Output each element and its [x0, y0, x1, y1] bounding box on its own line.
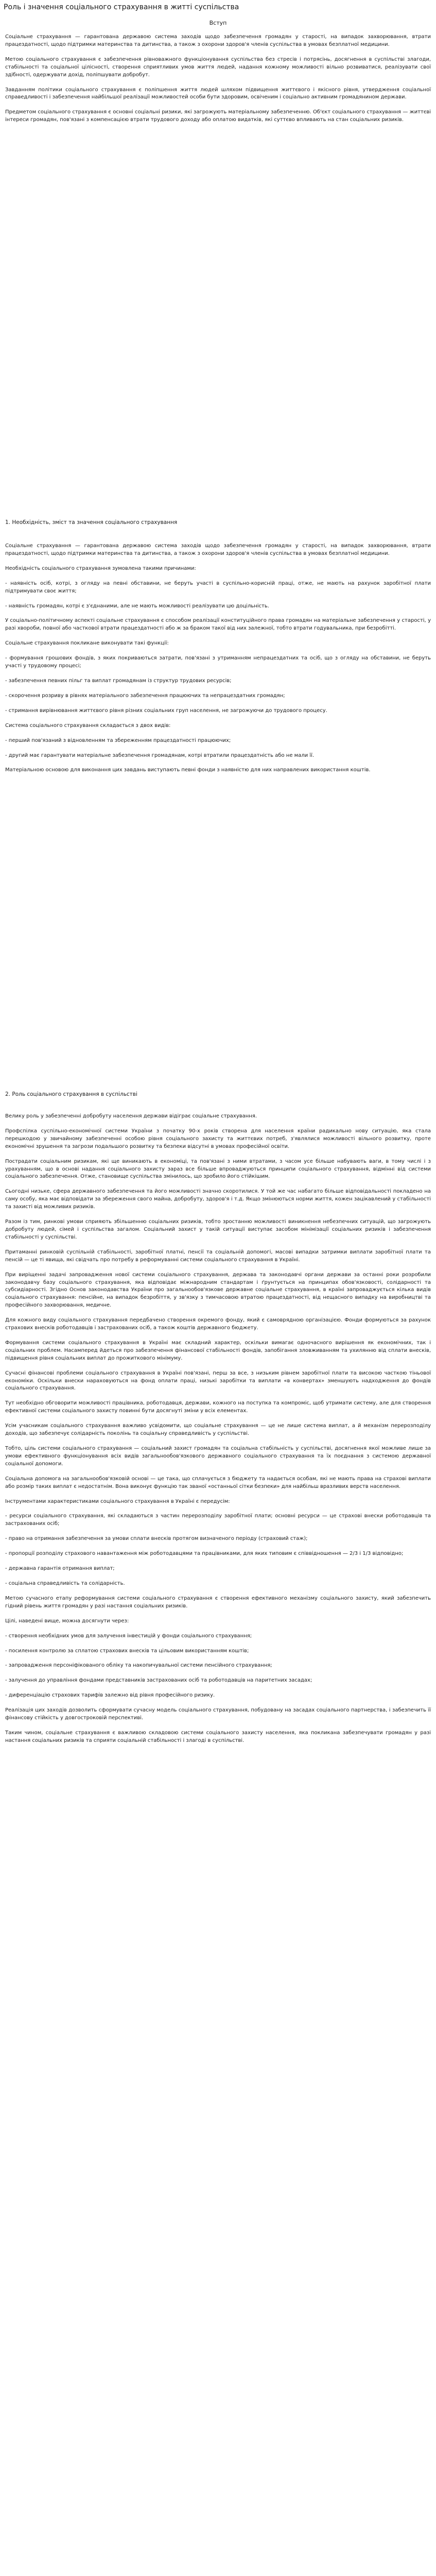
section2-paragraph: - державна гарантія отримання виплат; — [5, 1566, 115, 1572]
section2-paragraph: Соціальна допомога на загальнообов'язковій основі — це така, що сплачується з бюджету та надається особам, які не мають права на страхові виплати або розмір таких виплат є недостатнім. Вона виконує функцію так званої «останньої сітки безпеки» для найбільш вразливих верств населення. — [5, 1476, 431, 1489]
section2-paragraph: - залучення до управління фондами представників застрахованих осіб та роботодавців на паритетних засадах; — [5, 1677, 312, 1684]
section1-paragraph: - другий має гарантувати матеріальне забезпечення громадянам, котрі втратили працездатність або не мали її. — [5, 752, 315, 758]
section1-heading: 1. Необхідність, зміст та значення соціального страхування — [5, 519, 178, 526]
section2-paragraph: - ресурси соціального страхування, які складаються з частин перерозподілу заробітної плати; основні ресурси — це страхові внески роботодавців та застрахованих осіб; — [5, 1513, 431, 1527]
section2-paragraph: При виріщенні задачі запровадження нової системи соціального страхування, держава та законодавчі органи держави за останні роки розробили законодавчу базу соціального страхування, яка відповідає міжнародним стандартам і ґрунтується на принципах обов'язковості, солідарності та субсидіарності. Згідно Основ законодавства України про загальнообов'язкове державне соціальне страхування, в країні запроваджується кілька видів соціального страхування: пенсійне, на випадок безробіття, у зв'язку з тимчасовою втратою працездатності, від нещасного випадку на виробництві та професійного захворювання, медичне. — [5, 1272, 431, 1309]
section1-paragraph: - формування грошових фондів, з яких покриваються затрати, пов'язані з утриманням непрацездатних та осіб, що з огляду на обставини, не беруть участі у трудовому процесі; — [5, 655, 431, 669]
section2 — [5, 1091, 431, 1097]
intro-paragraph: Предметом соціального страхування є основні соціальні ризики, які загрожують матеріальному забезпеченню. Об'єкт соціального страхування — життєві інтереси громадян, пов'язані з компенсацією втрати трудового доходу або оплатою видатків, які суттєво впливають на стан соціальних ризиків. — [5, 109, 431, 123]
section2-paragraph: - пропорції розподілу страхового навантаження між роботодавцями та працівниками, для яких типовим є співвідношення — 2/3 і 1/3 відповідно; — [5, 1551, 404, 1557]
section2-paragraph: Усім учасникам соціального страхування важливо усвідомити, що соціальне страхування — це не лише система виплат, а й механізм перерозподілу доходів, що забезпечує солідарність поколінь та соціальну справедливість у суспільстві. — [5, 1423, 431, 1437]
section2-paragraph: Сьогодні низьке, сфера державного забезпечення та його можливості значно скоротилися. У той же час набагато більше відповідальності покладено на саму особу, яка має відповідати за збереження свого майна, добробуту, здоров'я і т.д. Якщо змінюються норми життя, кожен зацікавлений у стабільності та захисті від можливих ризиків. — [5, 1189, 431, 1210]
section2-paragraph: Велику роль у забезпеченні добробуту населення держави відіграє соціальне страхування. — [5, 1113, 257, 1119]
document-title: Роль і значення соціального страхування в житті суспільства — [4, 3, 239, 11]
section1-paragraph: - наявність громадян, котрі є з'єднаними, але не мають можливості реалізувати цю доцільність. — [5, 603, 269, 609]
intro-paragraph: Метою соціального страхування є забезпечення рівноважного функціонування суспільства без стресів і потрясінь, досягнення в суспільстві злагоди, стабільності та соціальної цілісності, створення сприятливих умов життя людей, надання кожному можливості вільно розвиватися, реалізувати свої здібності, одержувати дохід, поліпшувати добробут. — [5, 56, 431, 78]
section1-paragraph: - наявність осіб, котрі, з огляду на певні обставини, не беруть участі в суспільно-корисній праці, отже, не мають на рахунок заробітної плати підтримувати своє життя; — [5, 580, 431, 594]
section1-paragraph: - стримання вирівнювання життєвого рівня різних соціальних груп населення, не загрожуючи до трудового процесу. — [5, 707, 327, 714]
section2-paragraph: Цілі, наведені вище, можна досягнути через: — [5, 1618, 129, 1624]
section1-paragraph: У соціально-політичному аспекті соціальне страхування є способом реалізації конституційного права громадян на матеріальне забезпечення у старості, у разі хвороби, повної або часткової втрати працездатності або ж за браком такої від них залежної, тобто втрати годувальника, при безробітті. — [5, 618, 431, 632]
section2-paragraph: - створення необхідних умов для залучення інвестицій у фонди соціального страхування; — [5, 1633, 252, 1639]
section2-paragraph: Разом із тим, ринкові умови сприяють збільшенню соціальних ризиків, тобто зростанню можливості виникнення небезпечних ситуацій, що загрожують добробуту людей, сімей і суспільства загалом. Соціальний захист у такій ситуації виступає засобом мінімізації соціальних ризиків і забезпечення стабільності у суспільстві. — [5, 1219, 431, 1240]
section1-paragraph: Система соціального страхування складається з двох видів: — [5, 722, 171, 728]
section2-paragraph: Сучасні фінансові проблеми соціального страхування в Україні пов'язані, перш за все, з низьким рівнем заробітної плати та високою часткою тіньової економіки. Оскільки внески нараховуються на фонд оплати праці, низькі заробітки та виплати «в конвертах» зменшують надходження до фондів соціального страхування. — [5, 1370, 431, 1392]
section2-paragraph: Інструментами характеристиками соціального страхування в Україні є передусім: — [5, 1498, 230, 1504]
section2-paragraph: - право на отримання забезпечення за умови сплати внесків протягом визначеного періоду (страховий стаж); — [5, 1536, 308, 1542]
section1-paragraph: Соціальне страхування — гарантована державою система заходів щодо забезпечення громадян у старості, на випадок захворювання, втрати працездатності, щодо підтримки материнства та дитинства, а також з охорони здоров'я членів суспільства в умовах безплатної медицини. — [5, 543, 431, 556]
section2-paragraph: - посилення контролю за сплатою страхових внесків та цільовим використанням коштів; — [5, 1648, 249, 1654]
section2-paragraph: Пострадати соціальним ризикам, які ще виникають в економіці, та пов'язані з ними втратами, з часом усе більше набувають ваги, в тому числі і з урахуванням, що в основі надання соціального захисту зараз все більше впроваджуються принципи соціального страхування, відмінні від системи соціального забезпечення. Отже, становище суспільства змінилось, що зробило його стійкішим. — [5, 1158, 431, 1180]
section2-paragraph: Таким чином, соціальне страхування є важливою складовою системи соціального захисту населення, яка покликана забезпечувати громадян у разі настання соціальних ризиків та сприяти соціальній стабільності і злагоді в суспільстві. — [5, 1730, 431, 1743]
section2-paragraph: Формування системи соціального страхування в Україні має складний характер, оскільки вимагає одночасного вирішення як економічних, так і соціальних проблем. Насамперед йдеться про забезпечення фінансової стабільності фондів, запобігання зловживанням та ухилянню від сплати внесків, підвищення рівня соціальних виплат до прожиткового мінімуму. — [5, 1340, 431, 1361]
section2-paragraph: Для кожного виду соціального страхування передбачено створення окремого фонду, який є самоврядною організацією. Фонди формуються за рахунок страхових внесків роботодавців і застрахованих осіб, а також коштів державного бюджету. — [5, 1317, 431, 1331]
section1-paragraph: - перший пов'язаний з відновленням та збереженням працездатності працюючих; — [5, 737, 231, 743]
section2-heading: 2. Роль соціального страхування в суспільстві — [5, 1091, 137, 1097]
section2-paragraph: - запровадження персоніфікованого обліку та накопичувальної системи пенсійного страхування; — [5, 1663, 272, 1669]
section1-body — [5, 543, 431, 782]
section2-body — [5, 1113, 431, 1752]
section2-paragraph: Реалізація цих заходів дозволить сформувати сучасну модель соціального страхування, побудовану на засадах соціального партнерства, і забезпечить її фінансову стійкість у довгостроковій перспективі. — [5, 1707, 431, 1721]
section1-paragraph: - скорочення розриву в рівнях матеріального забезпечення працюючих та непрацездатних громадян; — [5, 692, 285, 699]
section2-paragraph: Притаманні ринковій суспільній стабільності, заробітної платні, пенсії та соціальній допомогі, масові випадки затримки виплати заробітної плати та пенсій — це ті явища, які свідчать про потребу в реформуванні системи соціального страхування в Україні. — [5, 1249, 431, 1263]
section2-paragraph: Метою сучасного етапу реформування системи соціального страхування є створення ефективного механізму соціального захисту, який забезпечить гідний рівень життя громадян у разі настання соціальних ризиків. — [5, 1595, 431, 1609]
section2-paragraph: - диференціацію страхових тарифів залежно від рівня професійного ризику. — [5, 1692, 215, 1699]
section1-paragraph: - забезпечення певних пільг та виплат громадянам із структур трудових ресурсів; — [5, 677, 232, 684]
intro-paragraph: Завданням політики соціального страхування є поліпшення життя людей шляхом підвищення життєвого і якісного рівня, утвердження соціальної справедливості і забезпечення найбільшої реалізації можливостей особи бути здоровим, освіченим і соціально активним громадянином держави. — [5, 87, 431, 100]
section1 — [5, 519, 431, 526]
section2-paragraph: Тут необхідно обговорити можливості працівника, роботодавця, держави, кожного на поступка та компроміс, щоб утримати систему, але для створення ефективної системи соціального захисту повинні бути досягнуті зміни у всіх елементах. — [5, 1400, 431, 1414]
intro-paragraph: Соціальне страхування — гарантована державою система заходів щодо забезпечення громадян у старості, на випадок захворювання, втрати працездатності, щодо підтримки материнства та дитинства, а також з охорони здоров'я членів суспільства в умовах безплатної медицини. — [5, 34, 431, 47]
section1-paragraph: Необхідність соціального страхування зумовлена такими причинами: — [5, 565, 196, 571]
section2-paragraph: - соціальна справедливість та солідарність. — [5, 1580, 125, 1586]
section2-paragraph: Профспілка суспільно-економічної системи України з початку 90-х років створена для населення країни радикально нову ситуацію, яка стала перешкодою у звичайному забезпеченні особою рівня соціального захисту та життєвих потреб, з'являлися можливості вільного розвитку, проте економічні зрушення та загрози подальшого розвитку та безпеки відсутні в умовах професійної освіти. — [5, 1128, 431, 1149]
section1-paragraph: Соціальне страхування покликане виконувати такі функції: — [5, 640, 169, 647]
section2-paragraph: Тобто, ціль системи соціального страхування — соціальний захист громадян та соціальна стабільність у суспільстві, досягнення якої можливе лише за умови ефективного функціонування всіх видів загальнообов'язкового державного соціального страхування та їх поєднання з системою державної соціальної допомоги. — [5, 1446, 431, 1467]
section1-paragraph: Матеріальною основою для виконання цих завдань виступають певні фонди з наявністю для них направлених використання коштів. — [5, 767, 371, 773]
intro-heading: Вступ — [209, 20, 227, 26]
intro-section — [5, 33, 431, 131]
